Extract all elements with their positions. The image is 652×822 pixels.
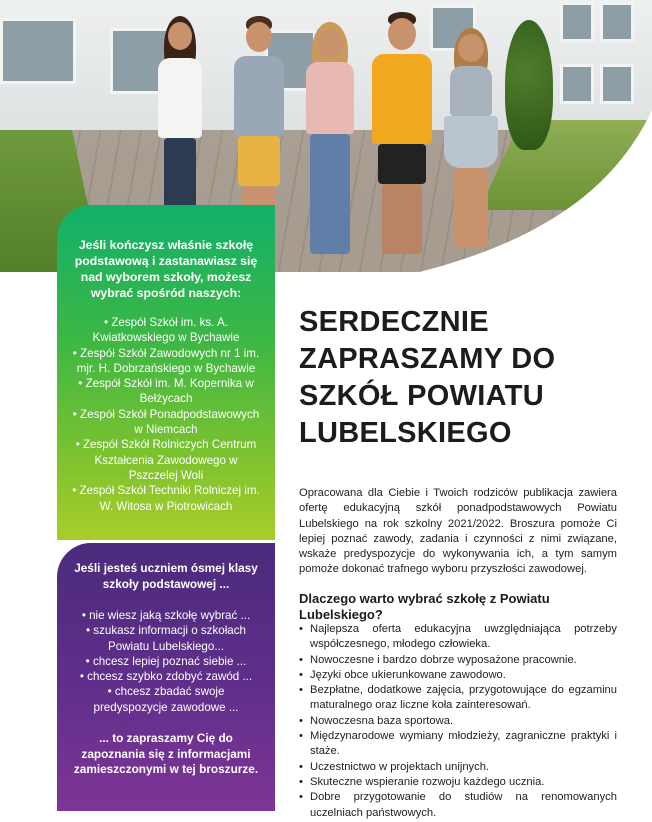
benefit-item: • Nowoczesna baza sportowa. bbox=[299, 714, 617, 729]
purple-box-outro: ... to zapraszamy Cię do zapoznania się z informacjami zamieszczonymi w tej broszurze. bbox=[73, 731, 259, 777]
school-list bbox=[69, 315, 263, 514]
school-list-item: • Zespół Szkół Ponadpodstawowych w Niemcach bbox=[69, 407, 263, 438]
school-list-item: • Zespół Szkół im. ks. A. Kwiatkowskiego w Bychawie bbox=[69, 315, 263, 346]
question-list-item: • chcesz zbadać swoje predyspozycje zawodowe ... bbox=[71, 684, 261, 715]
page-headline: SERDECZNIE ZAPRASZAMY DO SZKÓŁ POWIATU LUBELSKIEGO bbox=[299, 306, 556, 449]
benefit-item: • Uczestnictwo w projektach unijnych. bbox=[299, 760, 617, 775]
green-info-box bbox=[57, 205, 275, 540]
benefit-item: • Skuteczne wspieranie rozwoju każdego ucznia. bbox=[299, 775, 617, 790]
purple-box-intro: Jeśli jesteś uczniem ósmej klasy szkoły podstawowej ... bbox=[74, 561, 258, 591]
benefit-item: • Języki obce ukierunkowane zawodowo. bbox=[299, 668, 617, 683]
purple-info-box bbox=[57, 543, 275, 811]
school-list-item: • Zespół Szkół Rolniczych Centrum Kształcenia Zawodowego w Pszczelej Woli bbox=[69, 437, 263, 483]
benefits-heading: Dlaczego warto wybrać szkołę z Powiatu Lubelskiego? bbox=[299, 591, 550, 622]
benefit-item: • Dobre przygotowanie do studiów na renomowanych uczelniach państwowych. bbox=[299, 790, 617, 821]
school-list-item: • Zespół Szkół Techniki Rolniczej im. W. Witosa w Piotrowicach bbox=[69, 483, 263, 514]
school-list-item: • Zespół Szkół Zawodowych nr 1 im. mjr. H. Dobrzańskiego w Bychawie bbox=[69, 346, 263, 377]
benefit-item: • Nowoczesne i bardzo dobrze wyposażone pracownie. bbox=[299, 653, 617, 668]
benefit-item: • Bezpłatne, dodatkowe zajęcia, przygotowujące do egzaminu maturalnego oraz liczne koła zainteresowań. bbox=[299, 683, 617, 714]
question-list bbox=[71, 608, 261, 715]
benefits-list bbox=[299, 622, 617, 821]
question-list-item: • szukasz informacji o szkołach Powiatu Lubelskiego... bbox=[71, 623, 261, 654]
question-list-item: • nie wiesz jaką szkołę wybrać ... bbox=[71, 608, 261, 623]
school-list-item: • Zespół Szkół im. M. Kopernika w Bełżycach bbox=[69, 376, 263, 407]
intro-paragraph: Opracowana dla Ciebie i Twoich rodziców publikacja zawiera ofertę edukacyjną szkół ponadpodstawowych Powiatu Lubelskiego na rok szkolny 2021/2022. Broszura pomoże Ci lepiej poznać zawody, zadania i czynności z nimi związane, wskaże predyspozycje do wykonywania ich, a tym samym pomoże dokonać trafnego wyboru przyszłości zawodowej. bbox=[299, 487, 617, 576]
benefit-item: • Najlepsza oferta edukacyjna uwzględniająca potrzeby współczesnego, młodego człowieka. bbox=[299, 622, 617, 653]
question-list-item: • chcesz szybko zdobyć zawód ... bbox=[71, 669, 261, 684]
question-list-item: • chcesz lepiej poznać siebie ... bbox=[71, 654, 261, 669]
benefit-item: • Międzynarodowe wymiany młodzieży, zagraniczne praktyki i staże. bbox=[299, 729, 617, 760]
green-box-intro: Jeśli kończysz właśnie szkołę podstawową i zastanawiasz się nad wyborem szkoły, możesz wybrać spośród naszych: bbox=[74, 238, 258, 300]
